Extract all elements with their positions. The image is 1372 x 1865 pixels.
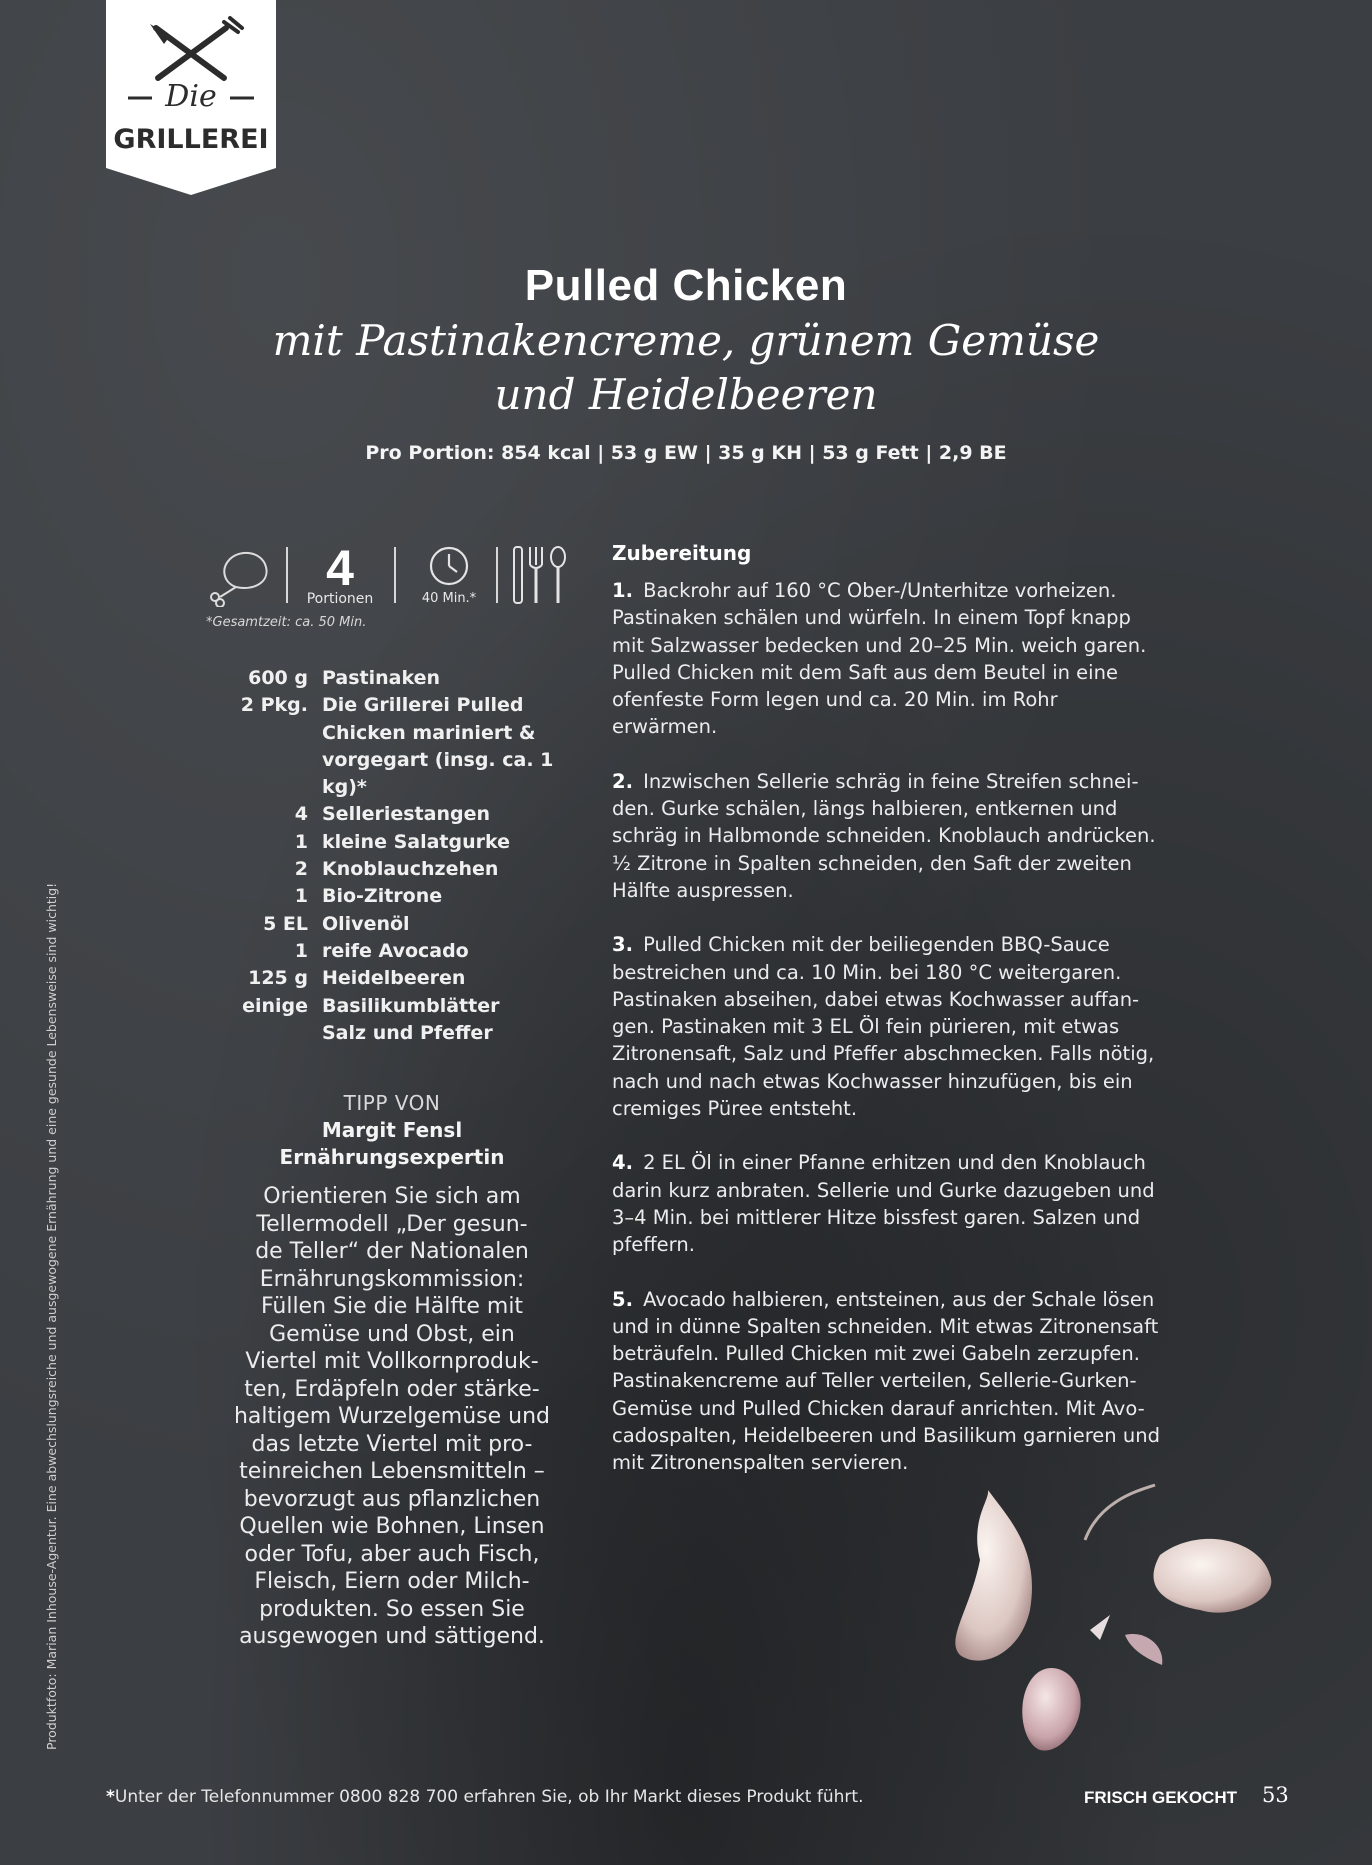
step-text: nach und nach etwas Kochwasser hinzufügen, bis ein [612, 1069, 1133, 1093]
step-text: Pastinakencreme auf Teller verteilen, Sellerie-Gurken- [612, 1369, 1137, 1393]
step-text: Inzwischen Sellerie schräg in feine Streifen schnei- [643, 769, 1139, 793]
ingredient-amount: 125 g [248, 967, 308, 990]
step-text: beträufeln. Pulled Chicken mit zwei Gabeln zerzupfen. [612, 1342, 1140, 1366]
step-line [612, 877, 1202, 904]
step-number: 5. [612, 1287, 633, 1311]
tip-line: bevorzugt aus pflanzlichen [243, 1486, 541, 1512]
ingredient-amount: einige [242, 994, 308, 1017]
magazine-section: FRISCH GEKOCHT [1084, 1788, 1237, 1807]
step-line [612, 1231, 1202, 1258]
step-line [612, 1313, 1202, 1340]
ingredient-name: Bio-Zitrone [322, 885, 443, 908]
step-text: Pastinaken schälen und würfeln. In einem Topf knapp [612, 606, 1131, 630]
step-text: ofenfeste Form legen und ca. 20 Min. im Rohr [612, 688, 1058, 712]
step-text: mit Salzwasser bedecken und 20–25 Min. weich garen. [612, 633, 1147, 657]
ingredient-amount [206, 1020, 322, 1047]
step-text: cadospalten, Heidelbeeren und Basilikum garnieren und [612, 1424, 1160, 1448]
ingredient-row [206, 1020, 586, 1047]
ingredient-row [206, 883, 586, 910]
step-text: cremiges Püree entsteht. [612, 1097, 858, 1121]
step-text: 2 EL Öl in einer Pfanne erhitzen und den Knoblauch [643, 1151, 1146, 1175]
ingredient-row [206, 665, 586, 692]
step-line [612, 659, 1202, 686]
tip-heading: TIPP VON [343, 1091, 441, 1115]
expert-tip [222, 1090, 562, 1651]
step-line [612, 986, 1202, 1013]
ingredient-name: Knoblauchzehen [322, 858, 499, 881]
garlic-photo [900, 1480, 1360, 1760]
tip-text [222, 1183, 562, 1651]
tip-author: Margit Fensl [321, 1118, 463, 1142]
ingredient-amount: 2 Pkg. [240, 694, 308, 717]
ingredient-name: Basilikumblätter [322, 994, 500, 1017]
step-text: ½ Zitrone in Spalten schneiden, den Saft der zweiten [612, 851, 1132, 875]
step-text: Backrohr auf 160 °C Ober-/Unterhitze vorheizen. [643, 579, 1117, 602]
ingredient-name: kleine Salatgurke [322, 830, 511, 853]
ingredient-list [206, 665, 586, 1047]
ingredient-row [206, 692, 586, 719]
recipe-header [0, 258, 1372, 464]
tip-line: Ernährungskommission: [259, 1266, 525, 1292]
ingredient-row [206, 938, 586, 965]
ingredient-amount [206, 720, 322, 747]
ingredient-amount: 4 [294, 803, 308, 826]
time-label: 40 Min.* [421, 591, 477, 606]
ingredient-row [206, 720, 586, 747]
nutrition-info: Pro Portion: 854 kcal | 53 g EW | 35 g KH | 53 g Fett | 2,9 BE [365, 442, 1007, 464]
tip-line: Füllen Sie die Hälfte mit [260, 1294, 524, 1319]
ingredient-name: Selleriestangen [322, 803, 491, 826]
ingredient-name: reife Avocado [322, 939, 469, 962]
tip-line: Viertel mit Vollkornproduk- [245, 1349, 539, 1374]
ingredient-amount: 1 [294, 939, 308, 962]
step-line [612, 795, 1202, 822]
step-line [612, 822, 1202, 849]
step-line [612, 577, 1202, 604]
step-text: den. Gurke schälen, längs halbieren, entkernen und [612, 797, 1118, 821]
cutlery-icon [510, 545, 572, 605]
ingredient-amount [206, 747, 322, 802]
step-text: Pulled Chicken mit der beiliegenden BBQ-Sauce [643, 933, 1110, 957]
tip-line: teinreichen Lebensmitteln – [239, 1459, 545, 1484]
step-text: erwärmen. [612, 715, 718, 739]
step-line [612, 1068, 1202, 1095]
total-time-note: *Gesamtzeit: ca. 50 Min. [206, 615, 367, 630]
chicken-leg-icon [206, 547, 272, 607]
step-line [612, 1095, 1202, 1122]
step-text: Zitronensaft, Salz und Pfeffer abschmecken. Falls nötig, [612, 1042, 1155, 1066]
step-text: Avocado halbieren, entsteinen, aus der Schale lösen [643, 1287, 1155, 1311]
logo-badge-icon [106, 0, 276, 195]
logo-line1: Die [165, 79, 217, 114]
ingredient-amount: 2 [294, 858, 308, 881]
tip-line: produkten. So essen Sie [259, 1596, 525, 1622]
ingredient-amount: 5 EL [263, 912, 308, 935]
preparation-steps [612, 577, 1202, 1477]
ingredient-name: Olivenöl [322, 912, 410, 935]
tip-line: das letzte Viertel mit pro- [251, 1431, 533, 1457]
footnote-star: * [106, 1787, 115, 1807]
ingredient-amount: 600 g [248, 667, 308, 689]
step-text: gen. Pastinaken mit 3 EL Öl fein pürieren, mit etwas [612, 1015, 1120, 1039]
step-line [612, 768, 1202, 795]
step-line [612, 1013, 1202, 1040]
ingredient-row [206, 911, 586, 938]
ingredient-name: Salz und Pfeffer [322, 1021, 493, 1044]
step-line [612, 1286, 1202, 1313]
ingredient-row [206, 829, 586, 856]
step-line [612, 632, 1202, 659]
divider [394, 547, 396, 603]
tip-line: de Teller“ der Nationalen [255, 1239, 529, 1264]
step-text: und in dünne Spalten schneiden. Mit etwas Zitronensaft [612, 1314, 1159, 1338]
portions-label: Portionen [306, 591, 374, 607]
footnote-text: Unter der Telefonnummer 0800 828 700 erfahren Sie, ob Ihr Markt dieses Produkt führt. [114, 1787, 864, 1807]
recipe-info-row [206, 540, 576, 613]
step-line [612, 931, 1202, 958]
portions-number: 4 [326, 540, 354, 596]
photo-credit: Produktfoto: Marian Inhouse-Agentur. Eine abwechslungsreiche und ausgewogene Ernährung und eine gesunde Lebensweise sind wichtig! [44, 882, 59, 1750]
step-text: Pastinaken abseihen, dabei etwas Kochwasser auffan- [612, 987, 1140, 1011]
preparation-step [612, 1149, 1202, 1258]
ingredient-row [206, 965, 586, 992]
tip-line: Orientieren Sie sich am [263, 1184, 521, 1209]
logo-line2: GRILLEREI [113, 124, 269, 155]
ingredient-amount: 1 [294, 885, 308, 908]
step-number: 3. [612, 933, 633, 957]
step-text: pfeffern. [612, 1233, 695, 1257]
tip-line: oder Tofu, aber auch Fisch, [244, 1541, 540, 1567]
step-line [612, 1422, 1202, 1449]
tip-role: Ernährungsexpertin [279, 1145, 505, 1169]
clock-icon [428, 545, 470, 587]
preparation [612, 541, 1202, 1504]
step-text: Gemüse und Pulled Chicken darauf anrichten. Mit Avo- [612, 1396, 1145, 1420]
step-line [612, 604, 1202, 631]
step-text: darin kurz anbraten. Sellerie und Gurke dazugeben und [612, 1178, 1155, 1202]
step-text: mit Zitronenspalten servieren. [612, 1451, 909, 1475]
step-text: schräg in Halbmonde schneiden. Knoblauch andrücken. [612, 824, 1156, 848]
step-number: 4. [612, 1151, 633, 1175]
step-text: 3–4 Min. bei mittlerer Hitze bissfest garen. Salzen und [612, 1205, 1141, 1229]
step-number: 2. [612, 769, 633, 793]
ingredient-row [206, 801, 586, 828]
recipe-subtitle-line2: und Heidelbeeren [494, 370, 878, 419]
ingredient-name: Pastinaken [322, 667, 441, 689]
step-line [612, 1040, 1202, 1067]
divider [496, 547, 498, 603]
tip-line: Quellen wie Bohnen, Linsen [239, 1514, 545, 1539]
step-number: 1. [612, 579, 633, 602]
ingredient-name: vorgegart (insg. ca. 1 kg)* [322, 748, 554, 799]
preparation-title: Zubereitung [612, 541, 752, 565]
footer-note [106, 1787, 863, 1807]
step-line [612, 1449, 1202, 1476]
step-line [612, 1367, 1202, 1394]
step-line [612, 959, 1202, 986]
ingredient-name: Die Grillerei Pulled [322, 694, 524, 717]
preparation-step [612, 768, 1202, 904]
tip-line: Fleisch, Eiern oder Milch- [254, 1569, 530, 1594]
grillerei-logo [106, 0, 276, 195]
step-line [612, 686, 1202, 713]
page-number: 53 [1262, 1783, 1289, 1807]
step-line [612, 1204, 1202, 1231]
step-text: bestreichen und ca. 10 Min. bei 180 °C weitergaren. [612, 960, 1122, 984]
step-line [612, 1149, 1202, 1176]
ingredient-row [206, 856, 586, 883]
tip-line: Gemüse und Obst, ein [269, 1321, 515, 1347]
divider [286, 547, 288, 603]
tip-line: Tellermodell „Der gesun- [256, 1211, 528, 1237]
step-text: Hälfte auspressen. [612, 878, 794, 902]
tip-line: ten, Erdäpfeln oder stärke- [244, 1376, 540, 1402]
ingredient-name: Heidelbeeren [322, 967, 466, 990]
ingredient-name: Chicken mariniert & [322, 721, 536, 744]
step-line [612, 713, 1202, 740]
recipe-title: Pulled Chicken [524, 261, 848, 310]
preparation-step [612, 931, 1202, 1122]
preparation-step [612, 1286, 1202, 1477]
step-line [612, 1395, 1202, 1422]
preparation-step [612, 577, 1202, 741]
ingredient-amount: 1 [294, 830, 308, 853]
tip-line: ausgewogen und sättigend. [239, 1624, 545, 1649]
step-text: Pulled Chicken mit dem Saft aus dem Beutel in eine [612, 660, 1118, 684]
ingredient-row [206, 747, 586, 802]
step-line [612, 1177, 1202, 1204]
recipe-subtitle-line1: mit Pastinakencreme, grünem Gemüse [272, 316, 1100, 365]
ingredient-row [206, 993, 586, 1020]
step-line [612, 1340, 1202, 1367]
tip-line: haltigem Wurzelgemüse und [233, 1404, 551, 1429]
step-line [612, 850, 1202, 877]
